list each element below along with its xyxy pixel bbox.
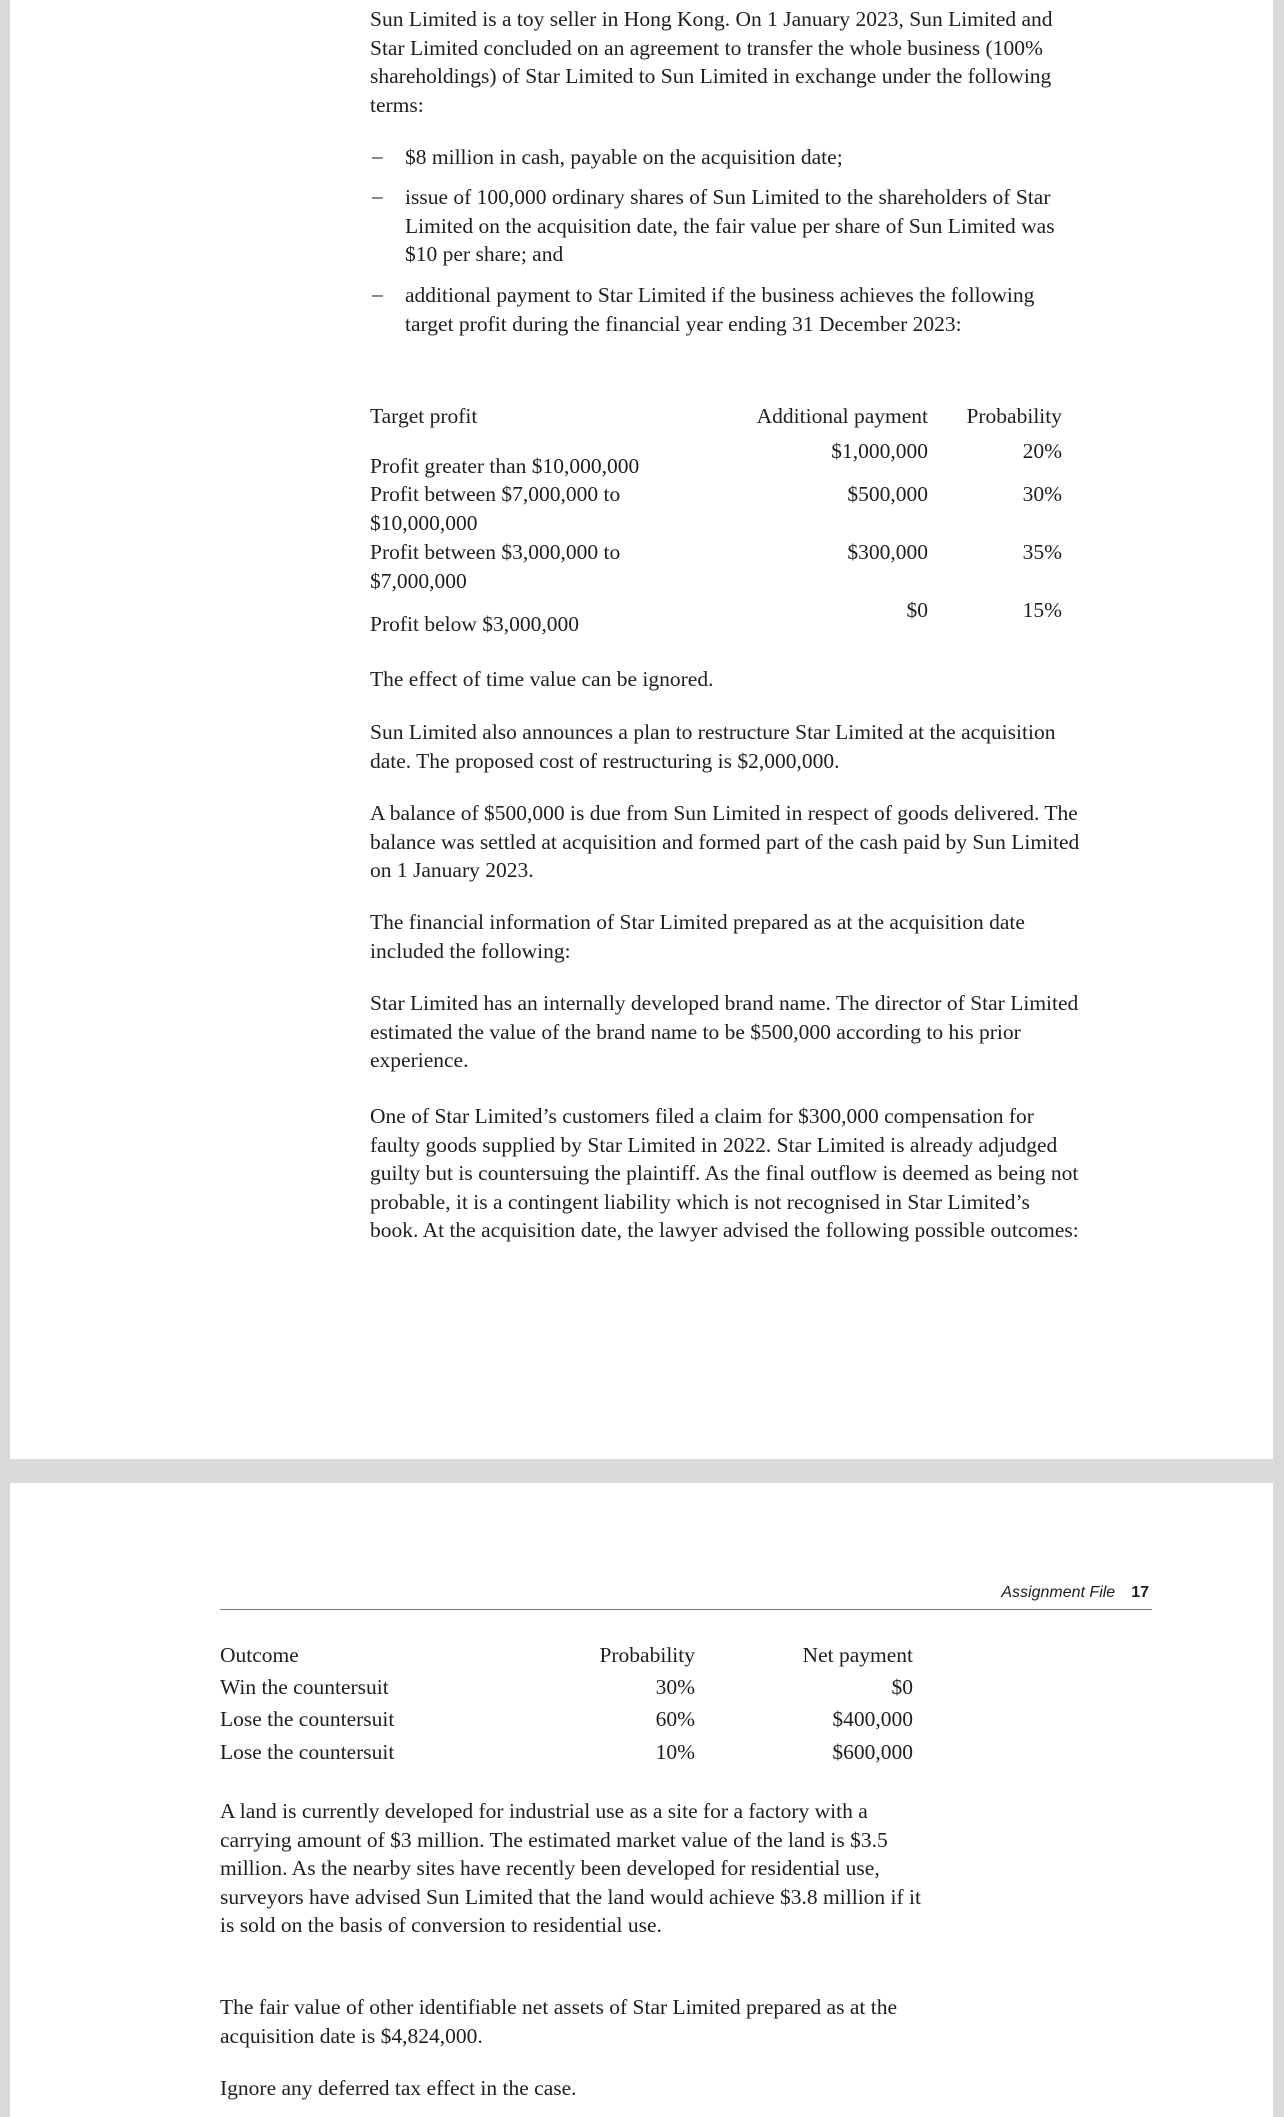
- paragraph-contingent-liability: One of Star Limited’s customers filed a claim for $300,000 compensation for faulty goods supplied by Star Limited in 2022. Star Limited is already adjudged guilty but is countersuing the plaintiff. As the final outflow is deemed as being not probable, it is a contingent liability which is not recognised in Star Limited’s book. At the acquisition date, the lawyer advised the following possible outcomes:: [370, 1104, 1079, 1242]
- paragraph-net-assets: The fair value of other identifiable net assets of Star Limited prepared as at the acquisition date is $4,824,000.: [220, 1995, 897, 2048]
- table-cell-payment: $0: [891, 1675, 913, 1699]
- header-rule: [220, 1609, 1152, 1610]
- paragraph-deferred-tax: Ignore any deferred tax effect in the case.: [220, 2076, 577, 2100]
- paragraph-financial-information: The financial information of Star Limited prepared as at the acquisition date included the following:: [370, 910, 1025, 963]
- table-cell-outcome: Lose the countersuit: [220, 1740, 395, 1764]
- paragraph-land: A land is currently developed for industrial use as a site for a factory with a carrying amount of $3 million. The estimated market value of the land is $3.5 million. As the nearby sites have recently been developed for residential use, surveyors have advised Sun Limited that the land would achieve $3.8 million if it is sold on the basis of conversion to residential use.: [220, 1799, 921, 1937]
- paragraph-time-value: The effect of time value can be ignored.: [370, 667, 714, 691]
- table-cell-payment: $600,000: [832, 1740, 913, 1764]
- header-title: Assignment File: [1001, 1584, 1116, 1601]
- table-header: Net payment: [802, 1643, 913, 1667]
- table-cell-probability: 15%: [1022, 598, 1062, 622]
- bullet-marker: –: [372, 144, 383, 168]
- table-cell-label: Profit below $3,000,000: [370, 612, 580, 636]
- bullet-marker: –: [372, 184, 383, 208]
- bullet-item-additional-payment: additional payment to Star Limited if the business achieves the following target profit during the financial year ending 31 December 2023:: [405, 283, 1035, 336]
- running-header: [1001, 1584, 1149, 1602]
- table-cell-payment: $500,000: [847, 482, 928, 506]
- table-cell-probability: 10%: [655, 1740, 695, 1764]
- table-cell-probability: 20%: [1022, 439, 1062, 463]
- paragraph-restructuring: Sun Limited also announces a plan to restructure Star Limited at the acquisition date. The proposed cost of restructuring is $2,000,000.: [370, 720, 1056, 773]
- table-cell-outcome: Lose the countersuit: [220, 1707, 395, 1731]
- intro-paragraph: Sun Limited is a toy seller in Hong Kong. On 1 January 2023, Sun Limited and Star Limited concluded on an agreement to transfer the whole business (100% shareholdings) of Star Limited to Sun Limited in exchange under the following terms:: [370, 7, 1053, 117]
- document-page-1: [10, 0, 1273, 1459]
- paragraph-brand-name: Star Limited has an internally developed brand name. The director of Star Limited estimated the value of the brand name to be $500,000 according to his prior experience.: [370, 991, 1079, 1072]
- table-cell-probability: 30%: [1022, 482, 1062, 506]
- table-cell-payment: $300,000: [847, 540, 928, 564]
- table-cell-label: Profit greater than $10,000,000: [370, 454, 640, 478]
- table-header: Target profit: [370, 404, 478, 428]
- table-cell-probability: 30%: [655, 1675, 695, 1699]
- bullet-marker: –: [372, 282, 383, 306]
- table-header: Additional payment: [756, 404, 928, 428]
- table-header: Outcome: [220, 1643, 299, 1667]
- table-cell-probability: 60%: [655, 1707, 695, 1731]
- table-cell-payment: $0: [906, 598, 928, 622]
- table-header: Probability: [966, 404, 1062, 428]
- table-cell-probability: 35%: [1022, 540, 1062, 564]
- paragraph-balance-due: A balance of $500,000 is due from Sun Limited in respect of goods delivered. The balance was settled at acquisition and formed part of the cash paid by Sun Limited on 1 January 2023.: [370, 801, 1080, 882]
- bullet-item-cash: $8 million in cash, payable on the acquisition date;: [405, 145, 843, 169]
- page-number: 17: [1131, 1584, 1149, 1601]
- table-header: Probability: [599, 1643, 695, 1667]
- table-cell-label: Profit between $7,000,000 to $10,000,000: [370, 482, 621, 535]
- document-page-2: [10, 1483, 1273, 2117]
- table-cell-outcome: Win the countersuit: [220, 1675, 389, 1699]
- table-cell-label: Profit between $3,000,000 to $7,000,000: [370, 540, 621, 593]
- table-cell-payment: $400,000: [832, 1707, 913, 1731]
- bullet-item-shares: issue of 100,000 ordinary shares of Sun Limited to the shareholders of Star Limited on the acquisition date, the fair value per share of Sun Limited was $10 per share; and: [405, 185, 1055, 266]
- table-cell-payment: $1,000,000: [831, 439, 928, 463]
